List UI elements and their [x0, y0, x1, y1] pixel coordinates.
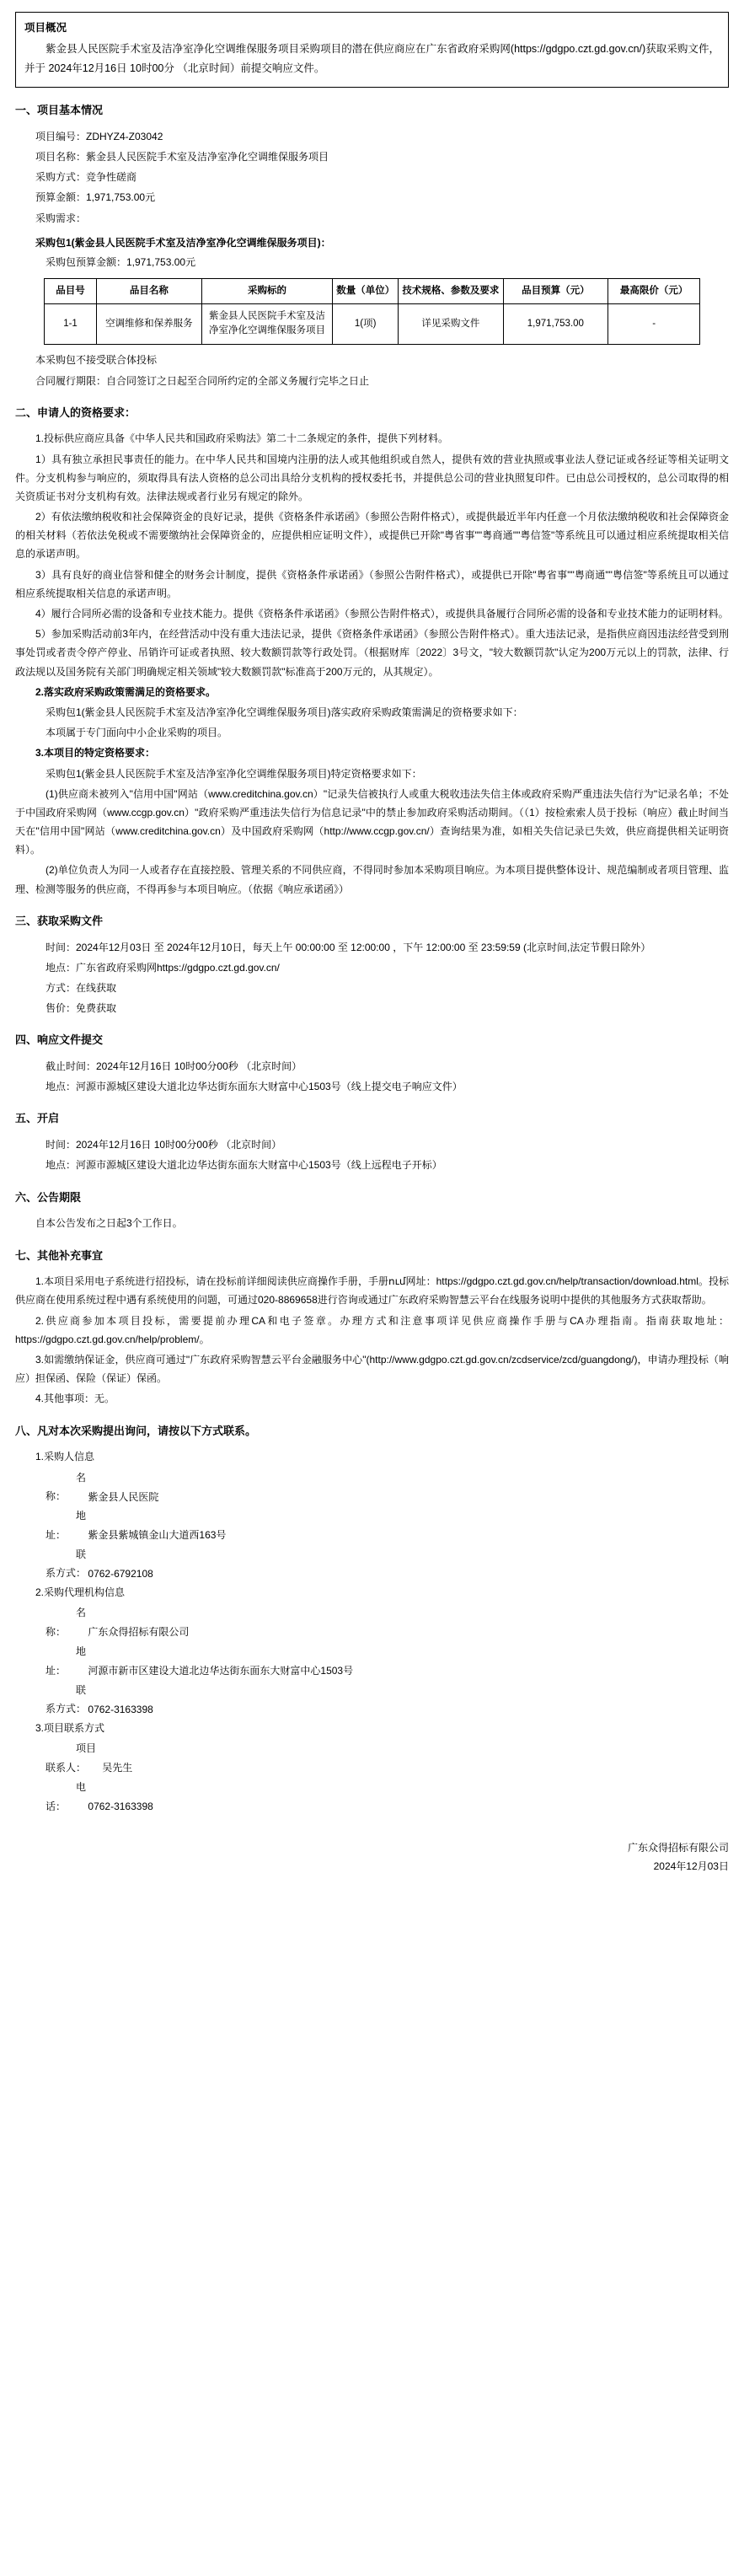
- contact-group-title-0: 1.采购人信息: [35, 1451, 95, 1463]
- contact-value: 0762-6792108: [88, 1567, 153, 1580]
- contact-row: [15, 1642, 729, 1681]
- cell-spec: 详见采购文件: [399, 304, 504, 345]
- th-max-price: 最高限价（元）: [608, 278, 700, 303]
- section-heading-contacts: 八、凡对本次采购提出询问，请按以下方式联系。: [15, 1424, 257, 1437]
- contact-label: 联系方式：: [45, 1548, 87, 1580]
- notice-period-line-0: 自本公告发布之日起3个工作日。: [35, 1217, 183, 1230]
- contact-value: 0762-3163398: [88, 1703, 153, 1715]
- qualification-p-11: (1)供应商未被列入"信用中国"网站（www.creditchina.gov.cn）"记录失信被执行人或重大税收违法失信主体或政府采购严重违法失信行为"记录名单；不处于中国政府采购网（www.ccgp.gov.cn）"政府采购严重违法失信行为信息记录"中的禁止参加政府采购活动期间。（（1）按检索索人员于投标（响应）截止时间当天在"信用中国"网站（www.creditchina.gov.cn）及中国政府采购网（http://www.ccgp.gov.cn/）查询结果为准，如相关失信记录已失效，供应商提供相关证明资料）。: [15, 787, 729, 856]
- section-heading-submit: 四、响应文件提交: [15, 1033, 104, 1047]
- contact-row: [15, 1468, 729, 1507]
- contact-label: 地 址：: [45, 1645, 107, 1677]
- overview-title: 项目概况: [24, 22, 67, 34]
- document-footer: [15, 1838, 729, 1877]
- footer-date: 2024年12月03日: [653, 1860, 729, 1873]
- contact-label: 电 话：: [45, 1781, 107, 1812]
- qualification-p-3: 3）具有良好的商业信誉和健全的财务会计制度，提供《资格条件承诺函》（参照公告附件格式），或提供已开除"粤省事""粤商通""粤信签"等系统且可以通过相应系统提取相关信息的承诺声明。: [15, 568, 729, 599]
- basic-line-1: 项目名称：紫金县人民医院手术室及洁净室净化空调维保服务项目: [35, 151, 329, 164]
- basic-line-2: 采购方式：竞争性磋商: [35, 171, 137, 184]
- contact-group-title-2: 3.项目联系方式: [35, 1722, 105, 1735]
- submit-line-0: 截止时间：2024年12月16日 10时00分00秒 （北京时间）: [45, 1060, 302, 1073]
- th-spec: 技术规格、参数及要求: [399, 278, 504, 303]
- contact-value: 吴先生: [102, 1762, 133, 1774]
- footer-company: 广东众得招标有限公司: [627, 1841, 729, 1854]
- package-title: 采购包1(紫金县人民医院手术室及洁净室净化空调维保服务项目)：: [35, 236, 331, 249]
- cell-budget: 1,971,753.00: [503, 304, 608, 345]
- section-heading-basic: 一、项目基本情况: [15, 104, 104, 117]
- contact-value: 0762-3163398: [88, 1800, 153, 1812]
- qualification-p-2: 2）有依法缴纳税收和社会保障资金的良好记录，提供《资格条件承诺函》（参照公告附件格式），或提供最近半年内任意一个月依法缴纳税收和社会保障资金的相关材料（若依法免税或不需要缴纳社会保障资金的，应提供相应证明文件），或提供已开除"粤省事""粤商通""粤信签"等系统且可以通过相应系统提取相关信息的承诺声明。: [15, 511, 729, 561]
- section-heading-obtain: 三、获取采购文件: [15, 914, 104, 927]
- th-subject: 采购标的: [201, 278, 333, 303]
- contact-row: [15, 1778, 729, 1817]
- qualification-p-8: 本项属于专门面向中小企业采购的项目。: [45, 727, 228, 739]
- section-heading-qualification: 二、申请人的资格要求：: [15, 405, 136, 419]
- qualification-p-0: 1.投标供应商应具备《中华人民共和国政府采购法》第二十二条规定的条件，提供下列材料。: [35, 432, 449, 445]
- package-budget: 采购包预算金额：1,971,753.00元: [45, 255, 196, 268]
- cell-quantity: 1(项): [333, 304, 399, 345]
- contact-label: 名 称：: [45, 1607, 107, 1639]
- contact-label: 名 称：: [45, 1471, 107, 1503]
- cell-max-price: -: [608, 304, 700, 345]
- contact-label: 地 址：: [45, 1510, 107, 1541]
- qualification-p-1: 1）具有独立承担民事责任的能力。在中华人民共和国境内注册的法人或其他组织或自然人，提供有效的营业执照或事业法人登记证或各经证等相关证明文件。分支机构参与响应的，须取得具有法人资格的总公司出具给分支机构的授权委托书，并提供总公司的营业执照复印件。已由总公司授权的，总公司取得的相关资质证书对分支机构有效。法律法规或者行业另有规定的除外。: [15, 453, 729, 502]
- items-table: [44, 278, 700, 345]
- package-note-0: 本采购包不接受联合体投标: [35, 353, 158, 366]
- cell-subject: 紫金县人民医院手术室及洁净室净化空调维保服务项目: [201, 304, 333, 345]
- contact-row: [15, 1506, 729, 1545]
- basic-line-4: 采购需求：: [35, 212, 87, 224]
- th-quantity: 数量（单位）: [333, 278, 399, 303]
- contact-row: [15, 1739, 729, 1778]
- contact-row: [15, 1603, 729, 1642]
- overview-body: 紫金县人民医院手术室及洁净室净化空调维保服务项目采购项目的潜在供应商应在广东省政府采购网(https://gdgpo.czt.gd.gov.cn/)获取采购文件，并于 2024年12月16日 10时00分 （北京时间）前提交响应文件。: [24, 42, 720, 74]
- other-p-2: 3.如需缴纳保证金，供应商可通过"广东政府采购智慧云平台金融服务中心"(http://www.gdgpo.czt.gd.gov.cn/zcdservice/zcd/guangdong/)，申请办理投标（响应）担保函、保险（保证）保函。: [15, 1354, 729, 1385]
- section-heading-notice-period: 六、公告期限: [15, 1190, 82, 1204]
- cell-item-name: 空调维修和保养服务: [97, 304, 202, 345]
- contact-value: 河源市新市区建设大道北边华达街东面东大财富中心1503号: [88, 1664, 354, 1677]
- contact-value: 紫金县紫城镇金山大道西163号: [88, 1528, 227, 1541]
- other-p-1: 2.供应商参加本项目投标，需要提前办理CA和电子签章。办理方式和注意事项详见供应商操作手册与CA办理指南。指南获取地址：https://gdgpo.czt.gd.gov.cn/help/problem/。: [15, 1314, 729, 1345]
- qualification-p-4: 4）履行合同所必需的设备和专业技术能力。提供《资格条件承诺函》（参照公告附件格式），或提供具备履行合同所必需的设备和专业技术能力的证明材料。: [35, 608, 729, 620]
- contact-row: [15, 1681, 729, 1720]
- section-heading-other: 七、其他补充事宜: [15, 1248, 104, 1262]
- package-note-1: 合同履行期限：自合同签订之日起至合同所约定的全部义务履行完毕之日止: [35, 374, 370, 387]
- open-line-0: 时间：2024年12月16日 10时00分00秒 （北京时间）: [45, 1139, 282, 1151]
- obtain-line-1: 地点：广东省政府采购网https://gdgpo.czt.gd.gov.cn/: [45, 961, 280, 974]
- submit-line-1: 地点：河源市源城区建设大道北边华达街东面东大财富中心1503号（线上提交电子响应文件）: [45, 1081, 463, 1093]
- contact-value: 紫金县人民医院: [88, 1490, 159, 1503]
- basic-line-0: 项目编号：ZDHYZ4-Z03042: [35, 130, 163, 142]
- section-heading-open: 五、开启: [15, 1112, 60, 1125]
- obtain-line-2: 方式：在线获取: [45, 981, 117, 994]
- contact-label: 项目联系人：: [45, 1742, 97, 1774]
- qualification-p-9: 3.本项目的特定资格要求：: [35, 747, 156, 759]
- contact-label: 联系方式：: [45, 1683, 87, 1715]
- qualification-p-6: 2.落实政府采购政策需满足的资格要求。: [35, 685, 217, 698]
- th-item-name: 品目名称: [97, 278, 202, 303]
- contact-group-title-1: 2.采购代理机构信息: [35, 1586, 126, 1599]
- qualification-p-12: (2)单位负责人为同一人或者存在直接控股、管理关系的不同供应商，不得同时参加本采购项目响应。为本项目提供整体设计、规范编制或者项目管理、监理、检测等服务的供应商，不得再参与本项目响应。（依据《响应承诺函》）: [15, 864, 729, 895]
- cell-item-no: 1-1: [44, 304, 96, 345]
- table-header-row: [44, 278, 699, 303]
- table-row: [44, 304, 699, 345]
- contact-value: 广东众得招标有限公司: [88, 1626, 190, 1639]
- th-item-no: 品目号: [44, 278, 96, 303]
- qualification-p-7: 采购包1(紫金县人民医院手术室及洁净室净化空调维保服务项目)落实政府采购政策需满足的资格要求如下：: [45, 706, 523, 718]
- qualification-p-10: 采购包1(紫金县人民医院手术室及洁净室净化空调维保服务项目)特定资格要求如下：: [45, 767, 422, 780]
- qualification-p-5: 5）参加采购活动前3年内，在经营活动中没有重大违法记录，提供《资格条件承诺函》（参照公告附件格式）。重大违法记录，是指供应商因违法经营受到刑事处罚或者责令停产停业、吊销许可证或者执照、较大数额罚款等行政处罚。（根据财库〔2022〕3号文，"较大数额罚款"认定为200万元以上的罚款，法律、行政法规以及国务院有关部门明确规定相关领域"较大数额罚款"标准高于200万元的，从其规定）。: [15, 628, 729, 678]
- obtain-line-0: 时间：2024年12月03日 至 2024年12月10日，每天上午 00:00:00 至 12:00:00 ，下午 12:00:00 至 23:59:59 (北京时间,法定节假日除外）: [45, 941, 651, 953]
- overview-box: [15, 12, 729, 88]
- obtain-line-3: 售价：免费获取: [45, 1002, 117, 1015]
- basic-line-3: 预算金额：1,971,753.00元: [35, 191, 156, 204]
- th-budget: 品目预算（元）: [503, 278, 608, 303]
- other-p-0: 1.本项目采用电子系统进行招投标，请在投标前详细阅读供应商操作手册，手册ում网址：https://gdgpo.czt.gd.gov.cn/help/transaction/download.html。投标供应商在使用系统过程中遇有系统使用的问题，可通过020-8869658进行咨询或通过广东政府采购智慧云平台在线服务说明中提供的其他服务方式获取帮助。: [15, 1275, 729, 1307]
- contact-row: [15, 1545, 729, 1584]
- open-line-1: 地点：河源市源城区建设大道北边华达街东面东大财富中心1503号（线上远程电子开标）: [45, 1159, 442, 1172]
- other-p-3: 4.其他事项：无。: [35, 1393, 115, 1405]
